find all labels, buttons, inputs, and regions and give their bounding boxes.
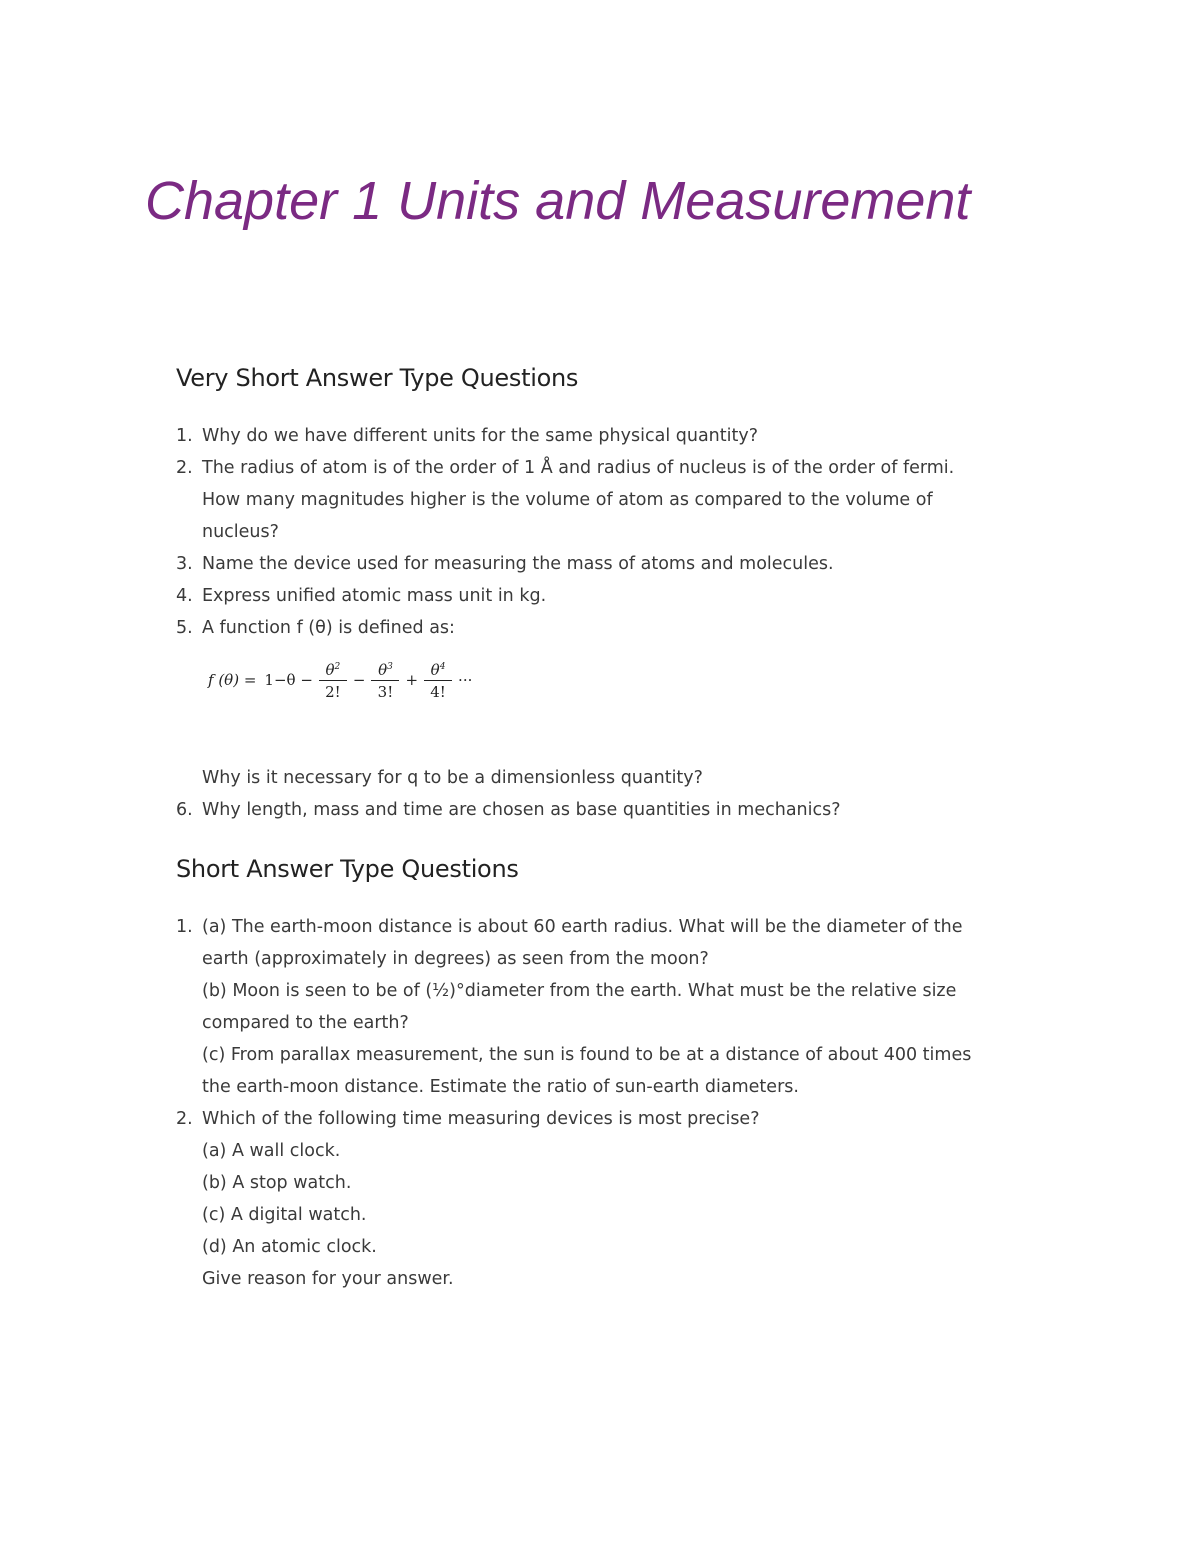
list-item — [176, 580, 1036, 612]
list-item — [176, 452, 1036, 548]
option-text: (c) A digital watch. — [202, 1205, 367, 1225]
question-text: Why is it necessary for q to be a dimensionless quantity? — [202, 768, 703, 788]
formula — [208, 648, 1036, 712]
list-item — [176, 612, 1036, 794]
page-title: Chapter 1 Units and Measurement — [145, 171, 971, 231]
question-list-short — [176, 911, 1036, 1295]
fraction — [371, 657, 399, 703]
section-heading-very-short: Very Short Answer Type Questions — [176, 364, 579, 392]
question-text: earth (approximately in degrees) as seen from the moon? — [202, 949, 709, 969]
question-text: (b) Moon is seen to be of (½)°diameter from the earth. What must be the relative size — [202, 981, 957, 1001]
section-heading-short: Short Answer Type Questions — [176, 855, 519, 883]
option-text: (b) A stop watch. — [202, 1173, 352, 1193]
fraction-numerator: θ — [325, 661, 335, 679]
formula-ellipsis: ··· — [458, 671, 473, 689]
question-number: 1. — [176, 917, 193, 937]
formula-operator: + — [405, 671, 419, 689]
spacer — [202, 712, 1036, 762]
fraction — [319, 657, 347, 703]
question-number: 6. — [176, 800, 193, 820]
list-item — [176, 794, 1036, 826]
fraction-numerator: θ — [430, 661, 440, 679]
question-text: Give reason for your answer. — [202, 1269, 454, 1289]
question-text: Which of the following time measuring devices is most precise? — [202, 1109, 760, 1129]
question-text: compared to the earth? — [202, 1013, 409, 1033]
fraction-denominator: 2! — [325, 683, 341, 701]
formula-terms: 1−θ − — [264, 671, 313, 689]
question-number: 3. — [176, 554, 193, 574]
question-number: 2. — [176, 1109, 193, 1129]
question-text: nucleus? — [202, 522, 279, 542]
question-text: Express unified atomic mass unit in kg. — [202, 586, 547, 606]
option-text: (a) A wall clock. — [202, 1141, 341, 1161]
list-item — [176, 420, 1036, 452]
list-item — [176, 548, 1036, 580]
fraction-denominator: 3! — [377, 683, 394, 701]
question-number: 1. — [176, 426, 193, 446]
question-text: Why do we have different units for the same physical quantity? — [202, 426, 758, 446]
question-text: Name the device used for measuring the mass of atoms and molecules. — [202, 554, 834, 574]
fraction-denominator: 4! — [430, 683, 446, 701]
fraction-exponent: 3 — [387, 662, 393, 672]
question-list-very-short — [176, 420, 1036, 826]
question-number: 4. — [176, 586, 193, 606]
formula-operator: − — [352, 671, 366, 689]
list-item — [176, 1103, 1036, 1295]
fraction-numerator: θ — [378, 661, 388, 679]
question-text: the earth-moon distance. Estimate the ratio of sun-earth diameters. — [202, 1077, 799, 1097]
question-text: The radius of atom is of the order of 1 Å and radius of nucleus is of the order of fermi. — [202, 458, 955, 478]
fraction — [424, 657, 452, 703]
list-item — [176, 911, 1036, 1103]
question-number: 5. — [176, 618, 193, 638]
fraction-exponent: 4 — [439, 662, 446, 672]
question-text: How many magnitudes higher is the volume of atom as compared to the volume of — [202, 490, 933, 510]
question-text: Why length, mass and time are chosen as base quantities in mechanics? — [202, 800, 841, 820]
option-text: (d) An atomic clock. — [202, 1237, 377, 1257]
fraction-exponent: 2 — [334, 662, 341, 672]
question-text: (c) From parallax measurement, the sun is found to be at a distance of about 400 times — [202, 1045, 972, 1065]
question-text: (a) The earth-moon distance is about 60 earth radius. What will be the diameter of the — [202, 917, 963, 937]
formula-lhs: f (θ) = — [208, 671, 257, 689]
question-text: A function f (θ) is defined as: — [202, 618, 455, 638]
question-number: 2. — [176, 458, 193, 478]
